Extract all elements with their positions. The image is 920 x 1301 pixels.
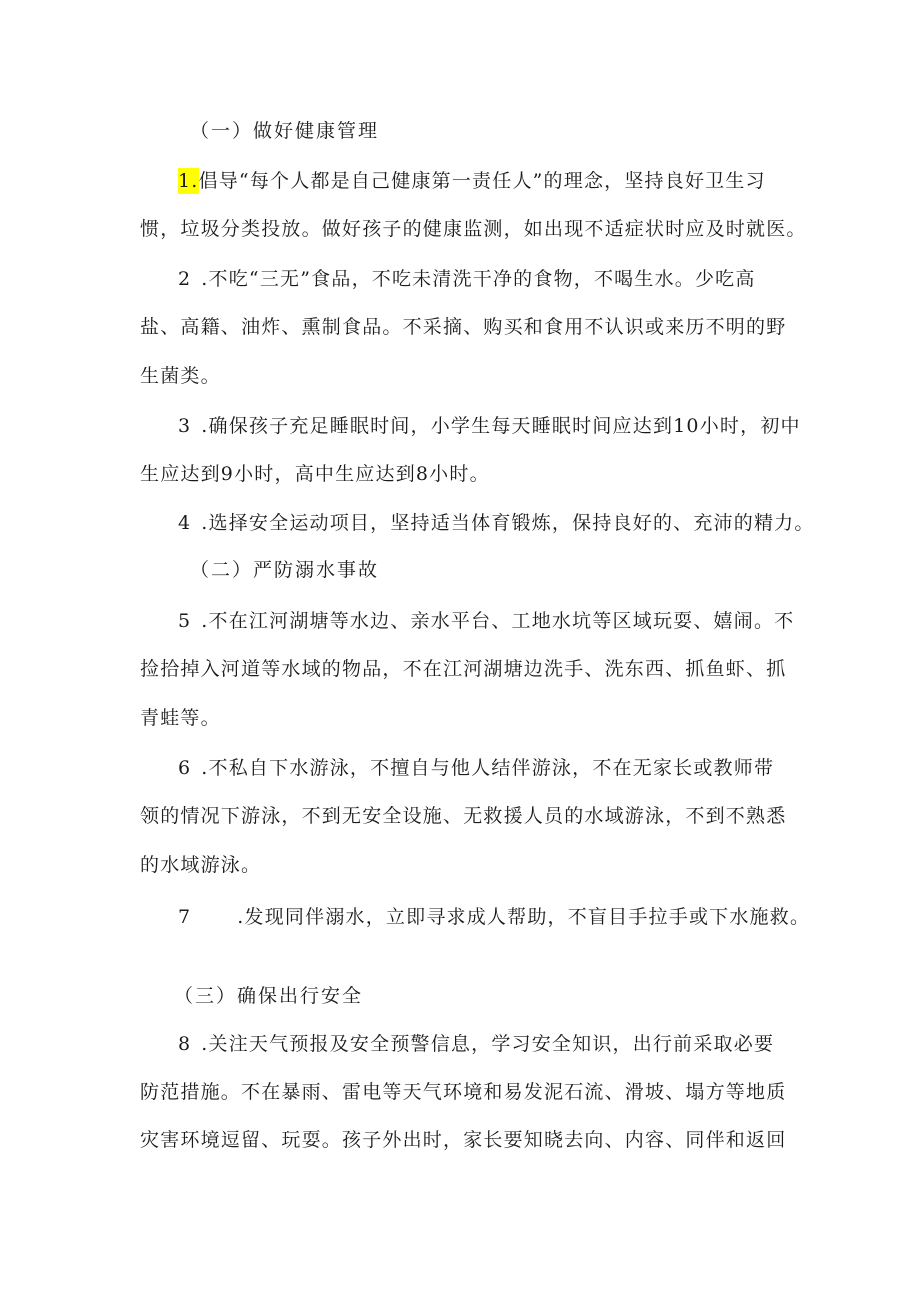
section-heading-3: （三）确保出行安全 xyxy=(174,985,364,1007)
paragraph-1-text-1: 倡导“每个人都是自己健康第一责任人”的理念，坚持良好卫生习 xyxy=(198,170,766,192)
paragraph-5-line-3: 青蛙等。 xyxy=(140,707,221,729)
paragraph-6-line-1 xyxy=(178,755,774,781)
item-number-1: 1. xyxy=(178,170,199,192)
paragraph-2-text-1: .不吃“三无”食品，不吃未清洗干净的食物，不喝生水。少吃高 xyxy=(201,268,756,290)
paragraph-1-line-2: 惯，垃圾分类投放。做好孩子的健康监测，如出现不适症状时应及时就医。 xyxy=(140,218,807,240)
paragraph-8-text-1: .关注天气预报及安全预警信息，学习安全知识，出行前采取必要 xyxy=(201,1033,775,1055)
paragraph-3-line-1 xyxy=(178,413,801,439)
paragraph-5-line-1 xyxy=(178,608,794,634)
paragraph-8-line-1 xyxy=(178,1031,774,1057)
paragraph-3-text-1: .确保孩子充足睡眠时间，小学生每天睡眠时间应达到10小时，初中 xyxy=(201,415,801,437)
paragraph-6-line-3: 的水域游泳。 xyxy=(140,854,262,876)
paragraph-8-line-2: 防范措施。不在暴雨、雷电等天气环境和易发泥石流、滑坡、塌方等地质 xyxy=(140,1081,787,1103)
paragraph-4-text-1: .选择安全运动项目，坚持适当体育锻炼，保持良好的、充沛的精力。 xyxy=(201,512,815,534)
paragraph-7-line-1 xyxy=(178,904,810,930)
item-number-2: 2 xyxy=(178,268,192,290)
paragraph-2-line-2: 盐、高籍、油炸、熏制食品。不采摘、购买和食用不认识或来历不明的野 xyxy=(140,316,787,338)
paragraph-4-line-1 xyxy=(178,510,815,536)
paragraph-6-line-2: 领的情况下游泳，不到无安全设施、无救援人员的水域游泳，不到不熟悉 xyxy=(140,805,787,827)
item-number-4: 4 xyxy=(178,512,192,534)
paragraph-7-text-1: .发现同伴溺水，立即寻求成人帮助，不盲目手拉手或下水施救。 xyxy=(237,906,811,928)
item-number-3: 3 xyxy=(178,415,192,437)
paragraph-5-text-1: .不在江河湖塘等水边、亲水平台、工地水坑等区域玩耍、嬉闹。不 xyxy=(201,610,795,632)
paragraph-6-text-1: .不私自下水游泳，不擅自与他人结伴游泳，不在无家长或教师带 xyxy=(201,757,775,779)
item-number-6: 6 xyxy=(178,757,192,779)
item-number-8: 8 xyxy=(178,1033,192,1055)
paragraph-5-line-2: 捡拾掉入河道等水域的物品，不在江河湖塘边洗手、洗东西、抓鱼虾、抓 xyxy=(140,658,787,680)
paragraph-3-line-2: 生应达到9小时，高中生应达到8小时。 xyxy=(140,463,490,485)
item-number-7: 7 xyxy=(178,906,192,928)
paragraph-1-line-1 xyxy=(178,168,766,194)
section-heading-1: （一）做好健康管理 xyxy=(190,120,380,142)
item-number-5: 5 xyxy=(178,610,192,632)
paragraph-2-line-1 xyxy=(178,266,756,292)
paragraph-8-line-3: 灾害环境逗留、玩耍。孩子外出时，家长要知晓去向、内容、同伴和返回 xyxy=(140,1129,787,1151)
section-heading-2: （二）严防溺水事故 xyxy=(190,559,380,581)
paragraph-2-line-3: 生菌类。 xyxy=(140,365,221,387)
